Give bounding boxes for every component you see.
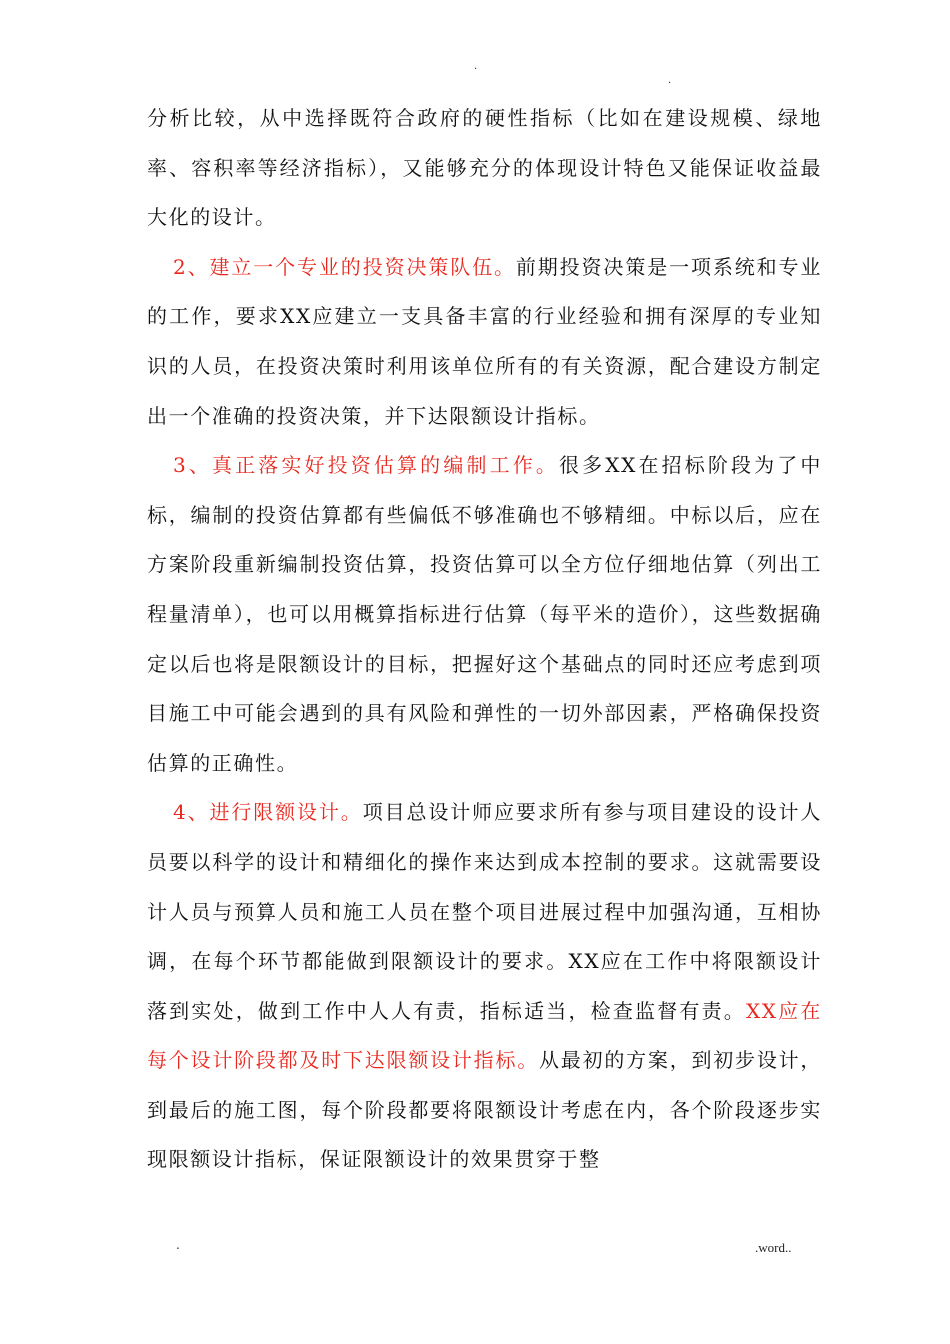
footer-label: .word.. xyxy=(755,1240,792,1255)
section-heading-4: 4、进行限额设计。 xyxy=(173,800,363,825)
document-body xyxy=(147,94,822,1185)
paragraph-3 xyxy=(147,441,822,788)
header-mark: . xyxy=(668,75,672,86)
paragraph-text: 项目总设计师应要求所有参与项目建设的设计人员要以科学的设计和精细化的操作来达到成本控制的要求。这就需要设计人员与预算人员和施工人员在整个项目进展过程中加强沟通，互相协调，在每个环节都能做到限额设计的要求。XX应在工作中将限额设计落到实处，做到工作中人人有责，指标适当，检查监督有责。 xyxy=(147,800,823,1023)
paragraph-text: 很多XX在招标阶段为了中标，编制的投资估算都有些偏低不够准确也不够精细。中标以后，应在方案阶段重新编制投资估算，投资估算可以全方位仔细地估算（列出工程量清单），也可以用概算指标进行估算（每平米的造价），这些数据确定以后也将是限额设计的目标，把握好这个基础点的同时还应考虑到项目施工中可能会遇到的具有风险和弹性的一切外部因素，严格确保投资估算的正确性。 xyxy=(147,453,822,775)
paragraph-text: 前期投资决策是一项系统和专业的工作，要求XX应建立一支具备丰富的行业经验和拥有深厚的专业知识的人员，在投资决策时利用该单位所有的有关资源，配合建设方制定出一个准确的投资决策，并下达限额设计指标。 xyxy=(147,254,822,428)
paragraph-text: 分析比较，从中选择既符合政府的硬性指标（比如在建设规模、绿地率、容积率等经济指标），又能够充分的体现设计特色又能保证收益最大化的设计。 xyxy=(147,106,822,230)
paragraph-4 xyxy=(147,788,822,1185)
highlight-sentence: XX应在每个设计阶段都及时下达限额设计指标。 xyxy=(147,998,822,1073)
paragraph-text-tail: 从最初的方案，到初步设计，到最后的施工图，每个阶段都要将限额设计考虑在内，各个阶段逐步实现限额设计指标，保证限额设计的效果贯穿于整 xyxy=(147,1048,822,1172)
paragraph-2 xyxy=(147,243,822,441)
section-heading-3: 3、真正落实好投资估算的编制工作。 xyxy=(173,453,559,478)
footer-mark: . xyxy=(176,1238,180,1252)
header-mark: . xyxy=(474,61,478,72)
paragraph-1 xyxy=(147,94,822,243)
section-heading-2: 2、建立一个专业的投资决策队伍。 xyxy=(173,254,516,279)
